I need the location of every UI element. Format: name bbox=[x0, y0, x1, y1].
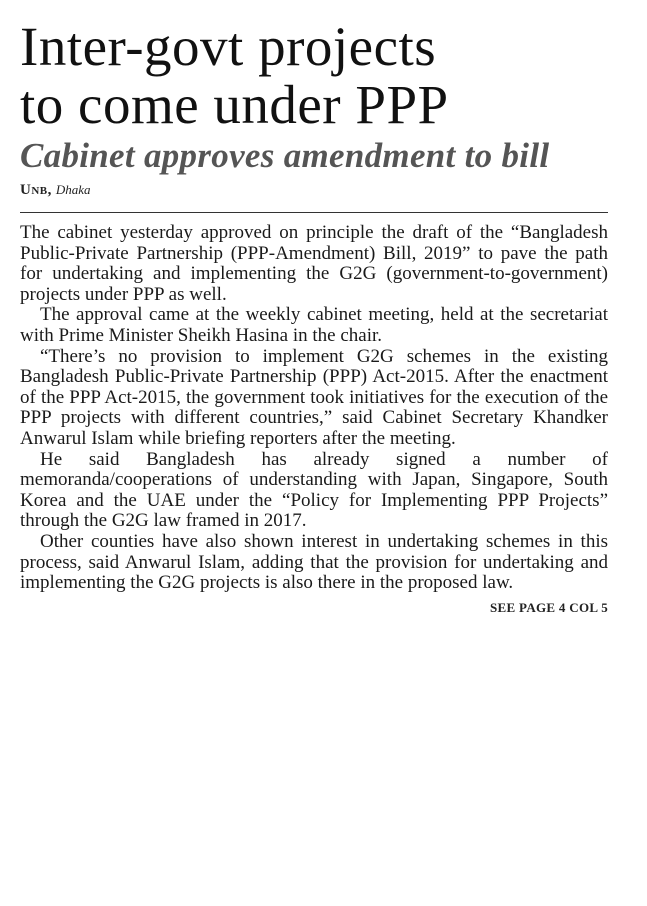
subheadline: Cabinet approves amendment to bill bbox=[20, 136, 550, 175]
paragraph: Other counties have also shown interest in undertaking schemes in this process, said Anwarul Islam, adding that the provision for undertaking and implementing the G2G projects is also there in the proposed law. bbox=[20, 530, 608, 594]
headline-line-2: to come under PPP bbox=[20, 74, 449, 135]
byline-agency: Unb, bbox=[20, 182, 52, 198]
paragraph: He said Bangladesh has already signed a number of memoranda/cooperations of understanding with Japan, Singapore, South Korea and the UAE under the “Policy for Implementing PPP Projects” through the G2G law framed in 2017. bbox=[20, 448, 608, 532]
headline bbox=[20, 18, 608, 134]
news-article bbox=[20, 18, 608, 616]
byline-location: Dhaka bbox=[55, 182, 91, 197]
byline bbox=[20, 182, 608, 200]
paragraph: The approval came at the weekly cabinet meeting, held at the secretariat with Prime Minister Sheikh Hasina in the chair. bbox=[20, 304, 608, 346]
headline-line-1: Inter-govt projects bbox=[20, 16, 437, 77]
continuation-note: SEE PAGE 4 COL 5 bbox=[490, 599, 608, 615]
article-body bbox=[20, 223, 608, 594]
paragraph: The cabinet yesterday approved on principle the draft of the “Bangladesh Public-Private Partnership (PPP-Amendment) Bill, 2019” to pave the path for undertaking and implementing the G2G (government-to-government) projects under PPP as well. bbox=[20, 222, 608, 305]
divider-rule bbox=[20, 212, 608, 213]
paragraph: “There’s no provision to implement G2G schemes in the existing Bangladesh Public-Private Partnership (PPP) Act-2015. After the enactment of the PPP Act-2015, the government took initiatives for the execution of the PPP projects with different countries,” said Cabinet Secretary Khandker Anwarul Islam while briefing reporters after the meeting. bbox=[20, 345, 608, 449]
